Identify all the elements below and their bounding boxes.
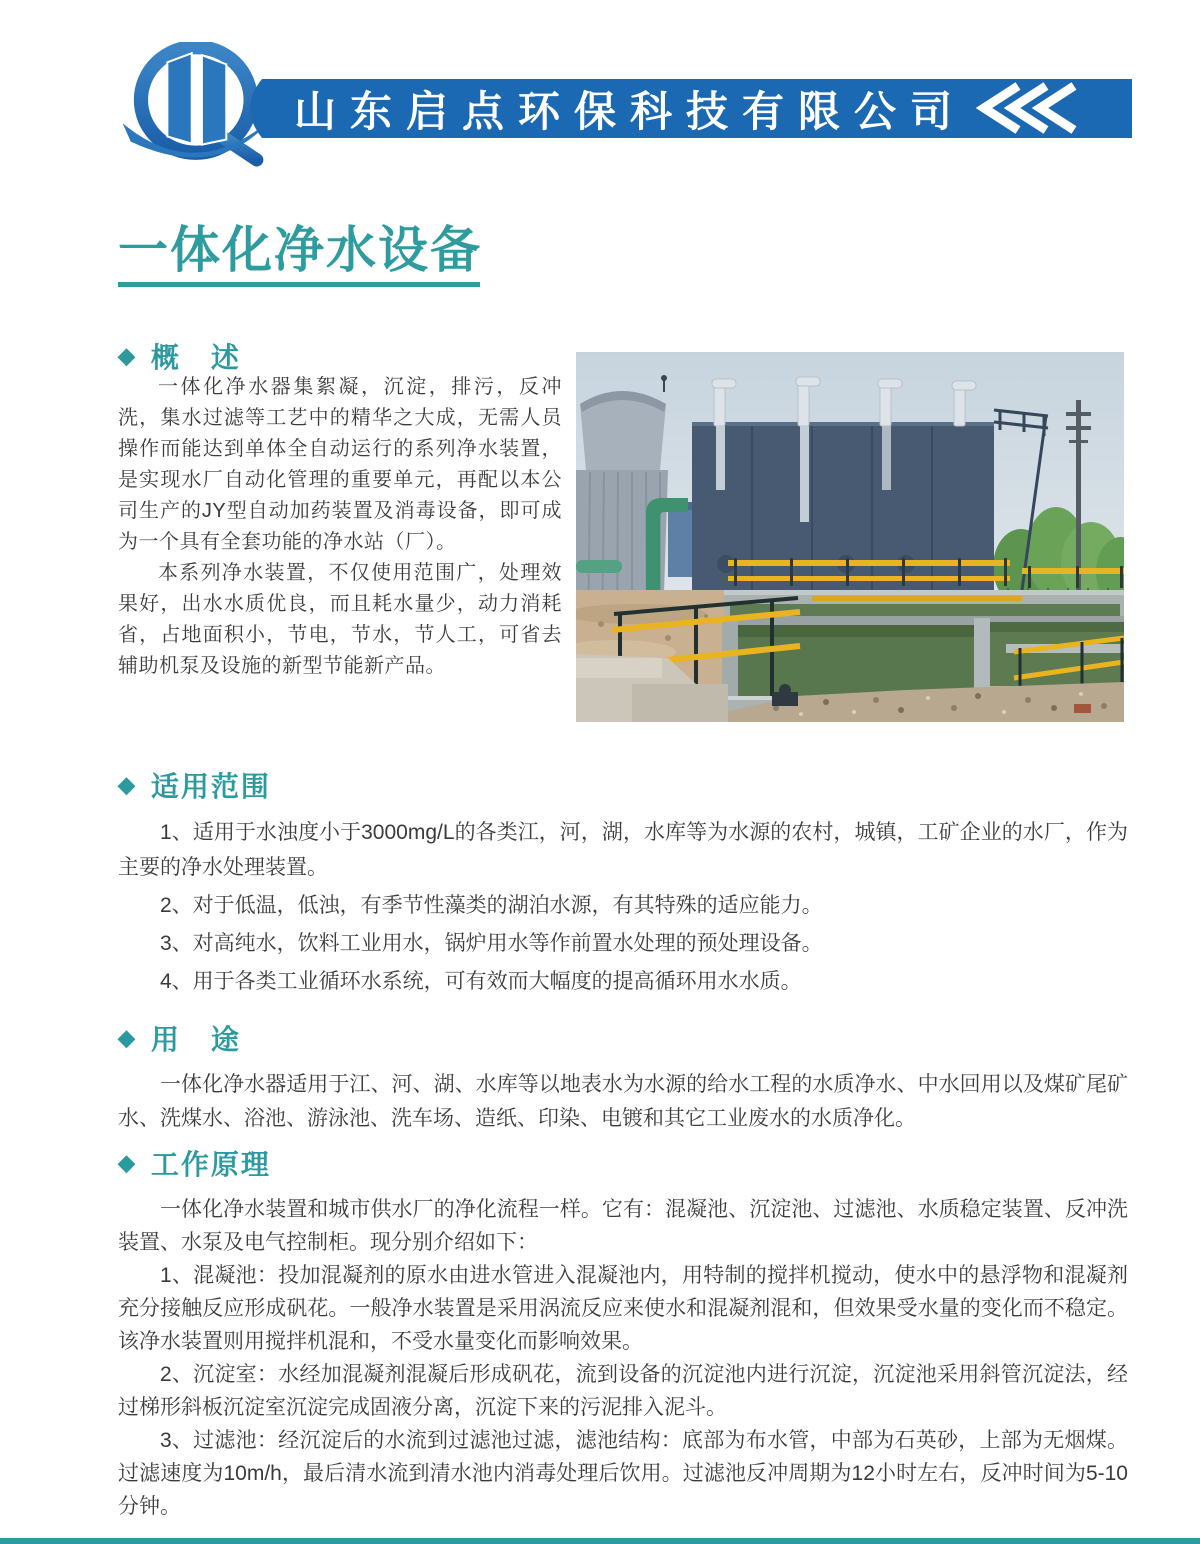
scope-item: 3、对高纯水，饮料工业用水，锅炉用水等作前置水处理的预处理设备。 [160, 932, 823, 955]
principle-intro: 一体化净水装置和城市供水厂的净化流程一样。它有：混凝池、沉淀池、过滤池、水质稳定装置、反冲洗装置、水泵及电气控制柜。现分别介绍如下： [118, 1198, 1128, 1254]
overview-heading-text: 概 述 [150, 342, 241, 373]
diamond-icon: ◆ [118, 1025, 137, 1050]
bottom-accent-bar [0, 1538, 1200, 1544]
scope-item: 1、适用于水浊度小于3000mg/L的各类江，河，湖，水库等为水源的农村，城镇，工矿企业的水厂，作为主要的净水处理装置。 [118, 821, 1128, 879]
principle-text [118, 1193, 1128, 1523]
diamond-icon: ◆ [118, 1150, 137, 1175]
principle-item: 1、混凝池：投加混凝剂的原水由进水管进入混凝池内，用特制的搅拌机搅动，使水中的悬浮物和混凝剂充分接触反应形成矾花。一般净水装置是采用涡流反应来使水和混凝剂混和，但效果受水量的变化而不稳定。该净水装置则用搅拌机混和，不受水量变化而影响效果。 [118, 1264, 1128, 1353]
usage-heading-text: 用 途 [150, 1024, 241, 1055]
principle-item: 2、沉淀室：水经加混凝剂混凝后形成矾花，流到设备的沉淀池内进行沉淀，沉淀池采用斜管沉淀法，经过梯形斜板沉淀室沉淀完成固液分离，沉淀下来的污泥排入泥斗。 [118, 1363, 1128, 1419]
usage-heading [118, 1018, 1128, 1058]
overview-paragraph-2: 本系列净水装置，不仅使用范围广，处理效果好，出水水质优良，而且耗水量少，动力消耗省，占地面积小，节电，节水，节人工，可省去辅助机泵及设施的新型节能新产品。 [118, 562, 562, 677]
equipment-site-photo [576, 352, 1124, 722]
overview-paragraph-1: 一体化净水器集絮凝，沉淀，排污，反冲洗，集水过滤等工艺中的精华之大成，无需人员操作而能达到单体全自动运行的系列净水装置，是实现水厂自动化管理的重要单元，再配以本公司生产的JY型自动加药装置及消毒设备，即可成为一个具有全套功能的净水站（厂）。 [118, 376, 562, 553]
title-block [118, 222, 482, 287]
usage-paragraph: 一体化净水器适用于江、河、湖、水库等以地表水为水源的给水工程的水质净水、中水回用以及煤矿尾矿水、洗煤水、浴池、游泳池、洗车场、造纸、印染、电镀和其它工业废水的水质净化。 [118, 1073, 1128, 1130]
scope-heading [118, 765, 1128, 805]
scope-list [118, 815, 1128, 999]
overview-text-column [118, 372, 562, 682]
section-usage [118, 1018, 1128, 1136]
title-underline [118, 282, 480, 287]
principle-heading [118, 1143, 1128, 1183]
scope-item: 2、对于低温，低浊，有季节性藻类的湖泊水源，有其特殊的适应能力。 [160, 894, 823, 917]
section-scope [118, 765, 1128, 1002]
section-principle [118, 1143, 1128, 1523]
page-title: 一体化净水设备 [118, 222, 482, 278]
diamond-icon: ◆ [118, 772, 137, 797]
principle-heading-text: 工作原理 [150, 1149, 271, 1180]
principle-item: 3、过滤池：经沉淀后的水流到过滤池过滤，滤池结构：底部为布水管，中部为石英砂，上部为无烟煤。过滤速度为10m/h，最后清水流到清水池内消毒处理后饮用。过滤池反冲周期为12小时左右，反冲时间为5-10分钟。 [118, 1429, 1128, 1518]
usage-text [118, 1068, 1128, 1136]
company-name: 山东启点环保科技有限公司 [294, 87, 967, 136]
scope-item: 4、用于各类工业循环水系统，可有效而大幅度的提高循环用水水质。 [160, 970, 802, 993]
scope-heading-text: 适用范围 [150, 771, 271, 802]
diamond-icon: ◆ [118, 343, 137, 368]
